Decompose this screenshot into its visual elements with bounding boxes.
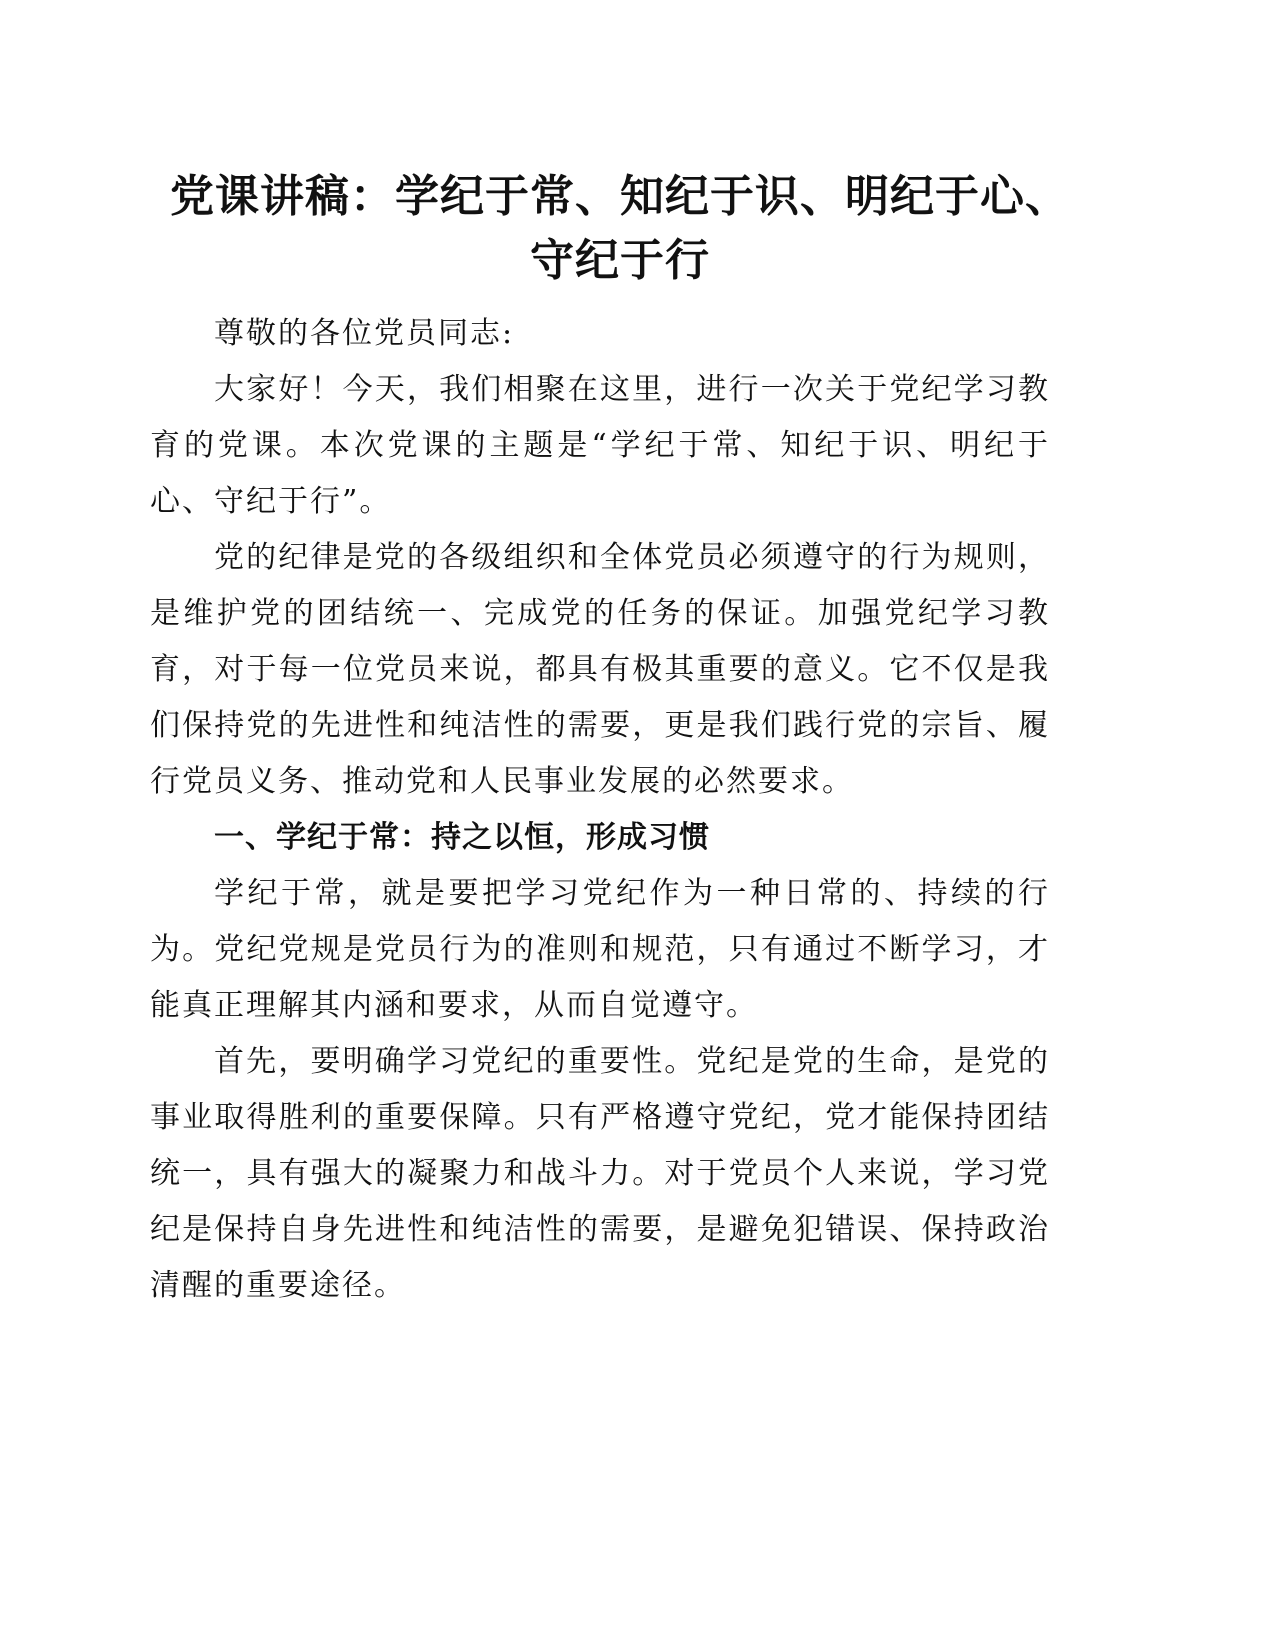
document-title [150, 165, 1090, 293]
paragraph-greeting: 大家好！今天，我们相聚在这里，进行一次关于党纪学习教育的党课。本次党课的主题是“学纪于常、知纪于识、明纪于心、守纪于行”。 [150, 372, 1050, 519]
section-heading-1: 一、学纪于常：持之以恒，形成习惯 [214, 820, 710, 855]
title-line-1: 党课讲稿：学纪于常、知纪于识、明纪于心、 [170, 171, 1070, 222]
salutation: 尊敬的各位党员同志: [214, 316, 515, 351]
document-body [150, 306, 1050, 1314]
paragraph-section-1-first: 首先，要明确学习党纪的重要性。党纪是党的生命，是党的事业取得胜利的重要保障。只有严格遵守党纪，党才能保持团结统一，具有强大的凝聚力和战斗力。对于党员个人来说，学习党纪是保持自身先进性和纯洁性的需要，是避免犯错误、保持政治清醒的重要途径。 [150, 1044, 1050, 1303]
paragraph-section-1-intro: 学纪于常，就是要把学习党纪作为一种日常的、持续的行为。党纪党规是党员行为的准则和规范，只有通过不断学习，才能真正理解其内涵和要求，从而自觉遵守。 [150, 876, 1050, 1023]
title-line-2: 守纪于行 [530, 235, 710, 286]
paragraph-discipline: 党的纪律是党的各级组织和全体党员必须遵守的行为规则，是维护党的团结统一、完成党的任务的保证。加强党纪学习教育，对于每一位党员来说，都具有极其重要的意义。它不仅是我们保持党的先进性和纯洁性的需要，更是我们践行党的宗旨、履行党员义务、推动党和人民事业发展的必然要求。 [150, 540, 1050, 799]
